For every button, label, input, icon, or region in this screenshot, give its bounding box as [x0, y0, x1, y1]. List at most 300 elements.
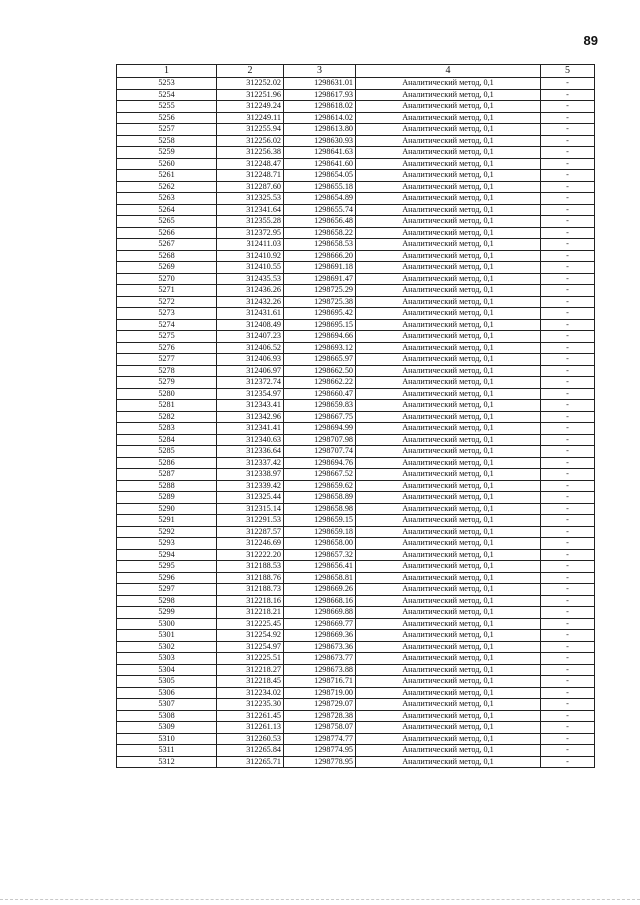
method-cell: Аналитический метод, 0,1	[356, 239, 541, 251]
x-coordinate-cell: 312431.61	[217, 308, 284, 320]
point-number-cell: 5284	[117, 434, 217, 446]
table-row	[117, 526, 595, 538]
point-number-cell: 5295	[117, 561, 217, 573]
point-number-cell: 5291	[117, 515, 217, 527]
x-coordinate-cell: 312408.49	[217, 319, 284, 331]
note-cell: -	[541, 595, 595, 607]
y-coordinate-cell: 1298660.47	[284, 388, 356, 400]
x-coordinate-cell: 312354.97	[217, 388, 284, 400]
point-number-cell: 5281	[117, 400, 217, 412]
note-cell: -	[541, 181, 595, 193]
x-coordinate-cell: 312225.45	[217, 618, 284, 630]
note-cell: -	[541, 515, 595, 527]
note-cell: -	[541, 538, 595, 550]
x-coordinate-cell: 312338.97	[217, 469, 284, 481]
table-row	[117, 710, 595, 722]
x-coordinate-cell: 312287.57	[217, 526, 284, 538]
y-coordinate-cell: 1298778.95	[284, 756, 356, 768]
point-number-cell: 5275	[117, 331, 217, 343]
note-cell: -	[541, 101, 595, 113]
header-col-4: 4	[356, 65, 541, 78]
y-coordinate-cell: 1298658.22	[284, 227, 356, 239]
y-coordinate-cell: 1298631.01	[284, 78, 356, 90]
x-coordinate-cell: 312254.92	[217, 630, 284, 642]
point-number-cell: 5300	[117, 618, 217, 630]
note-cell: -	[541, 193, 595, 205]
y-coordinate-cell: 1298694.99	[284, 423, 356, 435]
point-number-cell: 5273	[117, 308, 217, 320]
method-cell: Аналитический метод, 0,1	[356, 89, 541, 101]
table-row	[117, 216, 595, 228]
method-cell: Аналитический метод, 0,1	[356, 664, 541, 676]
x-coordinate-cell: 312234.02	[217, 687, 284, 699]
table-row	[117, 170, 595, 182]
y-coordinate-cell: 1298658.53	[284, 239, 356, 251]
note-cell: -	[541, 411, 595, 423]
point-number-cell: 5311	[117, 745, 217, 757]
x-coordinate-cell: 312436.26	[217, 285, 284, 297]
point-number-cell: 5264	[117, 204, 217, 216]
note-cell: -	[541, 273, 595, 285]
method-cell: Аналитический метод, 0,1	[356, 112, 541, 124]
x-coordinate-cell: 312218.21	[217, 607, 284, 619]
table-row	[117, 181, 595, 193]
note-cell: -	[541, 722, 595, 734]
note-cell: -	[541, 699, 595, 711]
note-cell: -	[541, 296, 595, 308]
note-cell: -	[541, 561, 595, 573]
table-row	[117, 377, 595, 389]
note-cell: -	[541, 308, 595, 320]
x-coordinate-cell: 312355.28	[217, 216, 284, 228]
table-row	[117, 400, 595, 412]
x-coordinate-cell: 312256.02	[217, 135, 284, 147]
table-row	[117, 492, 595, 504]
header-row	[117, 65, 595, 78]
method-cell: Аналитический метод, 0,1	[356, 158, 541, 170]
y-coordinate-cell: 1298673.88	[284, 664, 356, 676]
note-cell: -	[541, 204, 595, 216]
point-number-cell: 5262	[117, 181, 217, 193]
point-number-cell: 5259	[117, 147, 217, 159]
table-row	[117, 411, 595, 423]
point-number-cell: 5303	[117, 653, 217, 665]
point-number-cell: 5296	[117, 572, 217, 584]
table-row	[117, 285, 595, 297]
note-cell: -	[541, 641, 595, 653]
method-cell: Аналитический метод, 0,1	[356, 503, 541, 515]
method-cell: Аналитический метод, 0,1	[356, 595, 541, 607]
y-coordinate-cell: 1298617.93	[284, 89, 356, 101]
method-cell: Аналитический метод, 0,1	[356, 285, 541, 297]
note-cell: -	[541, 78, 595, 90]
point-number-cell: 5282	[117, 411, 217, 423]
table-row	[117, 101, 595, 113]
y-coordinate-cell: 1298669.88	[284, 607, 356, 619]
point-number-cell: 5298	[117, 595, 217, 607]
method-cell: Аналитический метод, 0,1	[356, 538, 541, 550]
x-coordinate-cell: 312261.13	[217, 722, 284, 734]
method-cell: Аналитический метод, 0,1	[356, 710, 541, 722]
y-coordinate-cell: 1298618.02	[284, 101, 356, 113]
method-cell: Аналитический метод, 0,1	[356, 676, 541, 688]
note-cell: -	[541, 457, 595, 469]
point-number-cell: 5258	[117, 135, 217, 147]
table-row	[117, 676, 595, 688]
note-cell: -	[541, 216, 595, 228]
table-row	[117, 630, 595, 642]
y-coordinate-cell: 1298695.15	[284, 319, 356, 331]
table-row	[117, 365, 595, 377]
x-coordinate-cell: 312218.16	[217, 595, 284, 607]
y-coordinate-cell: 1298659.15	[284, 515, 356, 527]
x-coordinate-cell: 312265.84	[217, 745, 284, 757]
note-cell: -	[541, 434, 595, 446]
note-cell: -	[541, 331, 595, 343]
method-cell: Аналитический метод, 0,1	[356, 526, 541, 538]
note-cell: -	[541, 549, 595, 561]
method-cell: Аналитический метод, 0,1	[356, 699, 541, 711]
note-cell: -	[541, 492, 595, 504]
method-cell: Аналитический метод, 0,1	[356, 446, 541, 458]
point-number-cell: 5302	[117, 641, 217, 653]
point-number-cell: 5305	[117, 676, 217, 688]
y-coordinate-cell: 1298641.60	[284, 158, 356, 170]
table-row	[117, 250, 595, 262]
y-coordinate-cell: 1298613.80	[284, 124, 356, 136]
note-cell: -	[541, 676, 595, 688]
x-coordinate-cell: 312218.27	[217, 664, 284, 676]
x-coordinate-cell: 312265.71	[217, 756, 284, 768]
x-coordinate-cell: 312287.60	[217, 181, 284, 193]
note-cell: -	[541, 756, 595, 768]
table-row	[117, 388, 595, 400]
note-cell: -	[541, 607, 595, 619]
page-bottom-edge	[0, 899, 640, 901]
note-cell: -	[541, 480, 595, 492]
point-number-cell: 5253	[117, 78, 217, 90]
point-number-cell: 5263	[117, 193, 217, 205]
table-row	[117, 434, 595, 446]
y-coordinate-cell: 1298719.00	[284, 687, 356, 699]
x-coordinate-cell: 312246.69	[217, 538, 284, 550]
method-cell: Аналитический метод, 0,1	[356, 124, 541, 136]
y-coordinate-cell: 1298725.38	[284, 296, 356, 308]
point-number-cell: 5288	[117, 480, 217, 492]
y-coordinate-cell: 1298655.18	[284, 181, 356, 193]
y-coordinate-cell: 1298654.05	[284, 170, 356, 182]
point-number-cell: 5292	[117, 526, 217, 538]
point-number-cell: 5304	[117, 664, 217, 676]
method-cell: Аналитический метод, 0,1	[356, 423, 541, 435]
y-coordinate-cell: 1298641.63	[284, 147, 356, 159]
note-cell: -	[541, 687, 595, 699]
point-number-cell: 5286	[117, 457, 217, 469]
y-coordinate-cell: 1298667.52	[284, 469, 356, 481]
point-number-cell: 5269	[117, 262, 217, 274]
note-cell: -	[541, 285, 595, 297]
x-coordinate-cell: 312218.45	[217, 676, 284, 688]
method-cell: Аналитический метод, 0,1	[356, 630, 541, 642]
y-coordinate-cell: 1298694.76	[284, 457, 356, 469]
table-row	[117, 745, 595, 757]
y-coordinate-cell: 1298669.26	[284, 584, 356, 596]
y-coordinate-cell: 1298666.20	[284, 250, 356, 262]
note-cell: -	[541, 158, 595, 170]
x-coordinate-cell: 312411.03	[217, 239, 284, 251]
point-number-cell: 5278	[117, 365, 217, 377]
method-cell: Аналитический метод, 0,1	[356, 365, 541, 377]
table-row	[117, 112, 595, 124]
point-number-cell: 5261	[117, 170, 217, 182]
y-coordinate-cell: 1298662.50	[284, 365, 356, 377]
y-coordinate-cell: 1298658.89	[284, 492, 356, 504]
method-cell: Аналитический метод, 0,1	[356, 400, 541, 412]
point-number-cell: 5257	[117, 124, 217, 136]
x-coordinate-cell: 312315.14	[217, 503, 284, 515]
table-row	[117, 158, 595, 170]
table-row	[117, 664, 595, 676]
y-coordinate-cell: 1298614.02	[284, 112, 356, 124]
method-cell: Аналитический метод, 0,1	[356, 377, 541, 389]
point-number-cell: 5277	[117, 354, 217, 366]
point-number-cell: 5279	[117, 377, 217, 389]
note-cell: -	[541, 584, 595, 596]
method-cell: Аналитический метод, 0,1	[356, 193, 541, 205]
method-cell: Аналитический метод, 0,1	[356, 515, 541, 527]
table-row	[117, 561, 595, 573]
table-row	[117, 722, 595, 734]
y-coordinate-cell: 1298658.81	[284, 572, 356, 584]
method-cell: Аналитический метод, 0,1	[356, 457, 541, 469]
method-cell: Аналитический метод, 0,1	[356, 561, 541, 573]
x-coordinate-cell: 312406.97	[217, 365, 284, 377]
point-number-cell: 5306	[117, 687, 217, 699]
method-cell: Аналитический метод, 0,1	[356, 354, 541, 366]
note-cell: -	[541, 526, 595, 538]
y-coordinate-cell: 1298665.97	[284, 354, 356, 366]
y-coordinate-cell: 1298707.74	[284, 446, 356, 458]
point-number-cell: 5307	[117, 699, 217, 711]
table-row	[117, 549, 595, 561]
table-row	[117, 584, 595, 596]
method-cell: Аналитический метод, 0,1	[356, 653, 541, 665]
x-coordinate-cell: 312249.11	[217, 112, 284, 124]
table-row	[117, 239, 595, 251]
y-coordinate-cell: 1298758.07	[284, 722, 356, 734]
table-row	[117, 515, 595, 527]
method-cell: Аналитический метод, 0,1	[356, 331, 541, 343]
method-cell: Аналитический метод, 0,1	[356, 308, 541, 320]
x-coordinate-cell: 312407.23	[217, 331, 284, 343]
table-row	[117, 308, 595, 320]
y-coordinate-cell: 1298658.98	[284, 503, 356, 515]
coordinates-table	[116, 64, 595, 768]
header-col-2: 2	[217, 65, 284, 78]
y-coordinate-cell: 1298659.18	[284, 526, 356, 538]
x-coordinate-cell: 312254.97	[217, 641, 284, 653]
note-cell: -	[541, 446, 595, 458]
note-cell: -	[541, 664, 595, 676]
x-coordinate-cell: 312255.94	[217, 124, 284, 136]
table-row	[117, 193, 595, 205]
table-row	[117, 687, 595, 699]
table-row	[117, 572, 595, 584]
x-coordinate-cell: 312291.53	[217, 515, 284, 527]
x-coordinate-cell: 312337.42	[217, 457, 284, 469]
note-cell: -	[541, 239, 595, 251]
method-cell: Аналитический метод, 0,1	[356, 434, 541, 446]
table-header	[117, 65, 595, 78]
point-number-cell: 5255	[117, 101, 217, 113]
y-coordinate-cell: 1298728.38	[284, 710, 356, 722]
method-cell: Аналитический метод, 0,1	[356, 733, 541, 745]
x-coordinate-cell: 312235.30	[217, 699, 284, 711]
note-cell: -	[541, 630, 595, 642]
note-cell: -	[541, 745, 595, 757]
y-coordinate-cell: 1298716.71	[284, 676, 356, 688]
table-row	[117, 89, 595, 101]
y-coordinate-cell: 1298657.32	[284, 549, 356, 561]
y-coordinate-cell: 1298656.48	[284, 216, 356, 228]
note-cell: -	[541, 227, 595, 239]
method-cell: Аналитический метод, 0,1	[356, 342, 541, 354]
y-coordinate-cell: 1298659.83	[284, 400, 356, 412]
method-cell: Аналитический метод, 0,1	[356, 262, 541, 274]
x-coordinate-cell: 312342.96	[217, 411, 284, 423]
x-coordinate-cell: 312256.38	[217, 147, 284, 159]
y-coordinate-cell: 1298694.66	[284, 331, 356, 343]
point-number-cell: 5254	[117, 89, 217, 101]
method-cell: Аналитический метод, 0,1	[356, 135, 541, 147]
x-coordinate-cell: 312248.71	[217, 170, 284, 182]
point-number-cell: 5267	[117, 239, 217, 251]
y-coordinate-cell: 1298658.00	[284, 538, 356, 550]
table-row	[117, 756, 595, 768]
table-row	[117, 641, 595, 653]
table-row	[117, 503, 595, 515]
x-coordinate-cell: 312341.64	[217, 204, 284, 216]
x-coordinate-cell: 312340.63	[217, 434, 284, 446]
table-row	[117, 653, 595, 665]
point-number-cell: 5293	[117, 538, 217, 550]
y-coordinate-cell: 1298656.41	[284, 561, 356, 573]
note-cell: -	[541, 469, 595, 481]
point-number-cell: 5274	[117, 319, 217, 331]
note-cell: -	[541, 250, 595, 262]
x-coordinate-cell: 312432.26	[217, 296, 284, 308]
note-cell: -	[541, 423, 595, 435]
note-cell: -	[541, 262, 595, 274]
x-coordinate-cell: 312248.47	[217, 158, 284, 170]
point-number-cell: 5256	[117, 112, 217, 124]
method-cell: Аналитический метод, 0,1	[356, 296, 541, 308]
table-row	[117, 78, 595, 90]
x-coordinate-cell: 312372.74	[217, 377, 284, 389]
y-coordinate-cell: 1298673.77	[284, 653, 356, 665]
point-number-cell: 5310	[117, 733, 217, 745]
point-number-cell: 5280	[117, 388, 217, 400]
point-number-cell: 5270	[117, 273, 217, 285]
note-cell: -	[541, 124, 595, 136]
table-row	[117, 135, 595, 147]
x-coordinate-cell: 312406.52	[217, 342, 284, 354]
x-coordinate-cell: 312336.64	[217, 446, 284, 458]
point-number-cell: 5289	[117, 492, 217, 504]
table-row	[117, 319, 595, 331]
table-row	[117, 331, 595, 343]
method-cell: Аналитический метод, 0,1	[356, 147, 541, 159]
table-row	[117, 446, 595, 458]
method-cell: Аналитический метод, 0,1	[356, 216, 541, 228]
point-number-cell: 5287	[117, 469, 217, 481]
y-coordinate-cell: 1298654.89	[284, 193, 356, 205]
table-row	[117, 538, 595, 550]
method-cell: Аналитический метод, 0,1	[356, 411, 541, 423]
table-row	[117, 147, 595, 159]
x-coordinate-cell: 312410.92	[217, 250, 284, 262]
method-cell: Аналитический метод, 0,1	[356, 250, 541, 262]
method-cell: Аналитический метод, 0,1	[356, 78, 541, 90]
x-coordinate-cell: 312339.42	[217, 480, 284, 492]
table-row	[117, 262, 595, 274]
point-number-cell: 5294	[117, 549, 217, 561]
table-row	[117, 354, 595, 366]
point-number-cell: 5266	[117, 227, 217, 239]
x-coordinate-cell: 312261.45	[217, 710, 284, 722]
note-cell: -	[541, 400, 595, 412]
x-coordinate-cell: 312222.20	[217, 549, 284, 561]
header-col-5: 5	[541, 65, 595, 78]
method-cell: Аналитический метод, 0,1	[356, 181, 541, 193]
y-coordinate-cell: 1298729.07	[284, 699, 356, 711]
point-number-cell: 5271	[117, 285, 217, 297]
x-coordinate-cell: 312325.53	[217, 193, 284, 205]
table-row	[117, 607, 595, 619]
method-cell: Аналитический метод, 0,1	[356, 101, 541, 113]
table-row	[117, 296, 595, 308]
table-row	[117, 595, 595, 607]
table-row	[117, 204, 595, 216]
method-cell: Аналитический метод, 0,1	[356, 641, 541, 653]
x-coordinate-cell: 312260.53	[217, 733, 284, 745]
y-coordinate-cell: 1298673.36	[284, 641, 356, 653]
note-cell: -	[541, 572, 595, 584]
x-coordinate-cell: 312435.53	[217, 273, 284, 285]
note-cell: -	[541, 89, 595, 101]
point-number-cell: 5297	[117, 584, 217, 596]
table-row	[117, 273, 595, 285]
x-coordinate-cell: 312343.41	[217, 400, 284, 412]
table-row	[117, 469, 595, 481]
note-cell: -	[541, 503, 595, 515]
x-coordinate-cell: 312341.41	[217, 423, 284, 435]
y-coordinate-cell: 1298662.22	[284, 377, 356, 389]
point-number-cell: 5290	[117, 503, 217, 515]
point-number-cell: 5272	[117, 296, 217, 308]
method-cell: Аналитический метод, 0,1	[356, 607, 541, 619]
x-coordinate-cell: 312406.93	[217, 354, 284, 366]
y-coordinate-cell: 1298630.93	[284, 135, 356, 147]
x-coordinate-cell: 312252.02	[217, 78, 284, 90]
point-number-cell: 5301	[117, 630, 217, 642]
table-row	[117, 124, 595, 136]
method-cell: Аналитический метод, 0,1	[356, 756, 541, 768]
note-cell: -	[541, 170, 595, 182]
y-coordinate-cell: 1298669.36	[284, 630, 356, 642]
method-cell: Аналитический метод, 0,1	[356, 722, 541, 734]
method-cell: Аналитический метод, 0,1	[356, 618, 541, 630]
